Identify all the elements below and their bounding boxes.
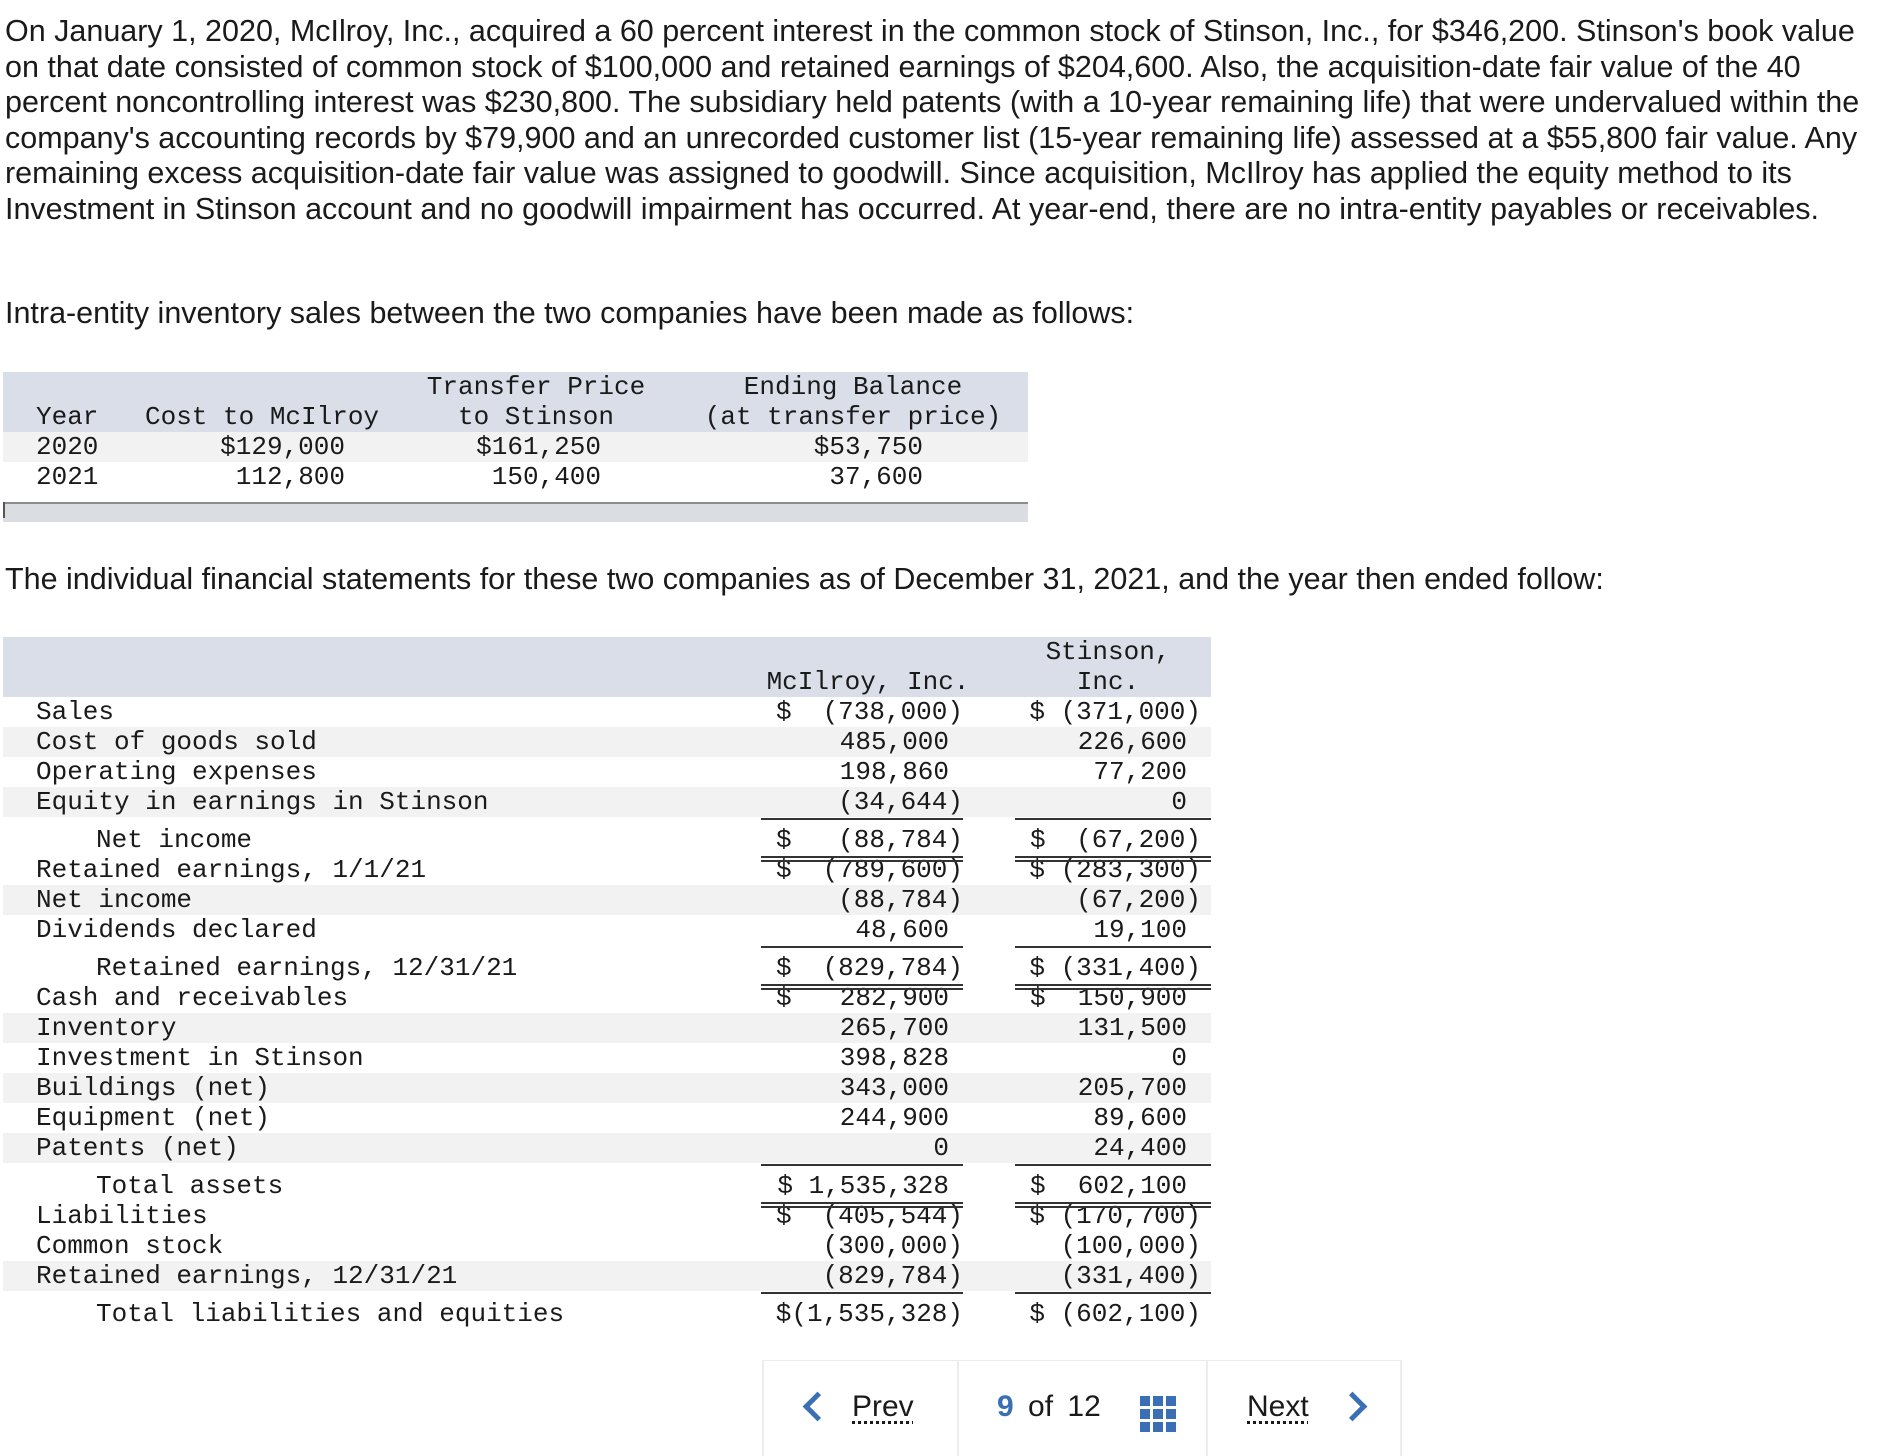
mcilroy-value: 244,900: [839, 1103, 949, 1133]
mcilroy-value: 198,860: [839, 757, 949, 787]
inventory-sales-table: [3, 372, 1028, 520]
row-label: Liabilities: [36, 1201, 208, 1231]
stinson-dollar-sign: $: [1030, 1171, 1046, 1201]
row-label: Equipment (net): [36, 1103, 271, 1133]
subtotal-rule: [761, 818, 963, 820]
row-label: Patents (net): [36, 1133, 239, 1163]
mcilroy-dollar-sign: $: [776, 1201, 792, 1231]
mcilroy-value: 48,600: [855, 915, 949, 945]
row-label: Sales: [36, 697, 115, 727]
stinson-value: 0: [1171, 787, 1187, 817]
stinson-value: 19,100: [1093, 915, 1187, 945]
financial-statements-table: [3, 637, 1211, 1347]
mcilroy-value: (738,000): [822, 697, 963, 727]
page-of-label: of: [1028, 1390, 1054, 1423]
row-label: Cash and receivables: [36, 983, 349, 1013]
col-header-stinson-line1: Stinson,: [1045, 637, 1171, 667]
col-header-stinson-line2: Inc.: [1076, 667, 1140, 697]
table-footer-bar: [3, 502, 1028, 522]
row-label: Inventory: [36, 1013, 177, 1043]
mcilroy-dollar-sign: $: [776, 983, 792, 1013]
intra-entity-paragraph: Intra-entity inventory sales between the two companies have been made as follows:: [5, 296, 1135, 330]
stinson-value: $ (371,000): [1029, 697, 1201, 727]
row-label: Retained earnings, 1/1/21: [36, 855, 427, 885]
stinson-dollar-sign: $: [1030, 825, 1046, 855]
cell-cost: 112,800: [235, 462, 345, 492]
total-double-rule: [761, 984, 963, 990]
total-double-rule: [1015, 984, 1211, 990]
subtotal-rule: [761, 1292, 963, 1294]
total-pages-number: 12: [1067, 1390, 1101, 1423]
stinson-value: 24,400: [1093, 1133, 1187, 1163]
stinson-dollar-sign: $: [1030, 983, 1046, 1013]
current-page-number: 9: [997, 1390, 1014, 1423]
next-button[interactable]: Next: [1247, 1390, 1309, 1423]
stinson-value: (67,200): [1076, 885, 1201, 915]
row-label: Investment in Stinson: [36, 1043, 364, 1073]
stinson-value: 0: [1171, 1043, 1187, 1073]
mcilroy-value: 265,700: [839, 1013, 949, 1043]
chevron-left-icon[interactable]: [803, 1392, 833, 1422]
col-header-ending-line1: Ending Balance: [743, 372, 963, 402]
row-label: Dividends declared: [36, 915, 317, 945]
pagination-bar: [762, 1360, 1402, 1456]
mcilroy-dollar-sign: $: [776, 953, 792, 983]
table-footer-tick: [3, 502, 5, 518]
row-label: Net income: [36, 885, 193, 915]
cell-cost: $129,000: [220, 432, 345, 462]
subtotal-rule: [761, 946, 963, 948]
mcilroy-value: (829,784): [822, 953, 963, 983]
subtotal-rule: [1015, 818, 1211, 820]
row-label: Cost of goods sold: [36, 727, 317, 757]
mcilroy-value: (405,544): [822, 1201, 963, 1231]
mcilroy-value: 398,828: [839, 1043, 949, 1073]
row-label: Net income: [96, 825, 253, 855]
col-header-year: Year: [36, 402, 99, 432]
nav-divider: [957, 1360, 959, 1456]
stinson-value: $ (331,400): [1029, 953, 1201, 983]
cell-ending: $53,750: [813, 432, 923, 462]
col-header-cost: Cost to McIlroy: [145, 402, 380, 432]
row-label: Total assets: [96, 1171, 284, 1201]
mcilroy-dollar-sign: $: [776, 855, 792, 885]
mcilroy-value: (829,784): [822, 1261, 963, 1291]
mcilroy-value: 485,000: [839, 727, 949, 757]
nav-divider: [762, 1360, 764, 1456]
row-label: Equity in earnings in Stinson: [36, 787, 489, 817]
stinson-value: 226,600: [1077, 727, 1187, 757]
prev-button[interactable]: Prev: [852, 1390, 914, 1423]
chevron-right-icon[interactable]: [1338, 1392, 1368, 1422]
subtotal-rule: [1015, 946, 1211, 948]
stinson-value: 602,100: [1077, 1171, 1187, 1201]
col-header-ending-line2: (at transfer price): [704, 402, 1002, 432]
financials-paragraph: The individual financial statements for these two companies as of December 31, 2021, and the year then ended follow:: [5, 562, 1604, 596]
cell-transfer: 150,400: [491, 462, 601, 492]
total-double-rule: [761, 1202, 963, 1208]
page-indicator: [997, 1387, 1101, 1427]
mcilroy-value: 0: [933, 1133, 949, 1163]
mcilroy-dollar-sign: $: [776, 697, 792, 727]
grid-icon[interactable]: [1140, 1396, 1176, 1432]
stinson-value: $ (170,700): [1029, 1201, 1201, 1231]
row-label: Common stock: [36, 1231, 224, 1261]
stinson-value: $ (283,300): [1029, 855, 1201, 885]
row-label: Retained earnings, 12/31/21: [96, 953, 518, 983]
total-double-rule: [761, 856, 963, 862]
mcilroy-value: (34,644): [838, 787, 963, 817]
stinson-value: (331,400): [1060, 1261, 1201, 1291]
cell-transfer: $161,250: [476, 432, 601, 462]
cell-ending: 37,600: [829, 462, 923, 492]
row-label: Operating expenses: [36, 757, 317, 787]
row-label: Total liabilities and equities: [96, 1299, 565, 1329]
stinson-value: 89,600: [1093, 1103, 1187, 1133]
col-header-transfer-line1: Transfer Price: [426, 372, 646, 402]
intro-paragraph: On January 1, 2020, McIlroy, Inc., acquired a 60 percent interest in the common stock of Stinson, Inc., for $346,200. Stinson's book value on that date consisted of common stock of $100,000 and retained earnings of $204,600. Also, the acquisition-date fair value of the 40 percent noncontrolling interest was $230,800. The subsidiary held patents (with a 10-year remaining life) that were undervalued within the company's accounting records by $79,900 and an unrecorded customer list (15-year remaining life) assessed at a $55,800 fair value. Any remaining excess acquisition-date fair value was assigned to goodwill. Since acquisition, McIlroy has applied the equity method to its Investment in Stinson account and no goodwill impairment has occurred. At year-end, there are no intra-entity payables or receivables.: [5, 14, 1860, 226]
stinson-value: 77,200: [1093, 757, 1187, 787]
stinson-value: 131,500: [1077, 1013, 1187, 1043]
mcilroy-dollar-sign: $: [776, 825, 792, 855]
nav-divider: [1400, 1360, 1402, 1456]
col-header-mcilroy: McIlroy, Inc.: [766, 667, 970, 697]
nav-top-divider: [762, 1360, 1402, 1361]
mcilroy-value: (88,784): [838, 885, 963, 915]
total-double-rule: [1015, 1202, 1211, 1208]
stinson-value: (67,200): [1076, 825, 1201, 855]
stinson-value: $ (602,100): [1029, 1299, 1201, 1329]
subtotal-rule: [1015, 1164, 1211, 1166]
cell-year: 2020: [36, 432, 99, 462]
mcilroy-value: (88,784): [838, 825, 963, 855]
stinson-value: 150,900: [1077, 983, 1187, 1013]
stinson-value: 205,700: [1077, 1073, 1187, 1103]
total-double-rule: [1015, 856, 1211, 862]
cell-year: 2021: [36, 462, 99, 492]
mcilroy-value: 343,000: [839, 1073, 949, 1103]
mcilroy-value: $ 1,535,328: [777, 1171, 949, 1201]
col-header-transfer-line2: to Stinson: [457, 402, 615, 432]
subtotal-rule: [761, 1164, 963, 1166]
mcilroy-value: (300,000): [822, 1231, 963, 1261]
mcilroy-value: $(1,535,328): [775, 1299, 963, 1329]
subtotal-rule: [1015, 1292, 1211, 1294]
stinson-value: (100,000): [1060, 1231, 1201, 1261]
row-label: Retained earnings, 12/31/21: [36, 1261, 458, 1291]
mcilroy-value: 282,900: [839, 983, 949, 1013]
row-label: Buildings (net): [36, 1073, 271, 1103]
mcilroy-value: (789,600): [822, 855, 963, 885]
nav-divider: [1206, 1360, 1208, 1456]
